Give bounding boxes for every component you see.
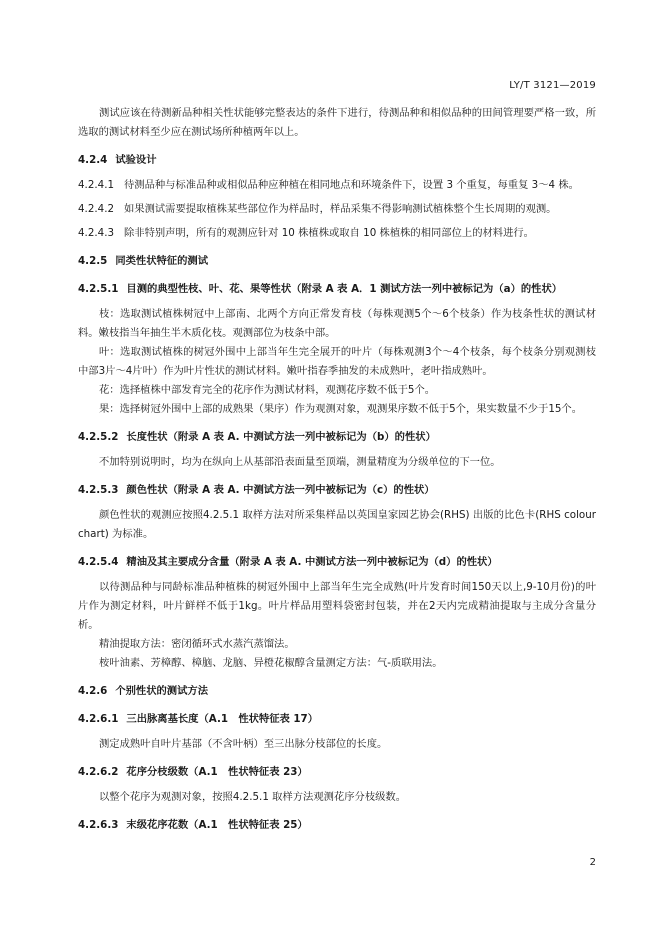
- section-number: 4.2.5.1: [78, 283, 119, 295]
- section-number: 4.2.6: [78, 685, 108, 697]
- leaf-paragraph: 叶：选取测试植株的树冠外围中上部当年生完全展开的叶片（每株观测3个～4个枝条，每个枝条分别观测枝中部3片～4片叶）作为叶片性状的测试材料。嫩叶指春季抽发的未成熟叶，老叶指成熟叶。: [78, 346, 596, 377]
- length-paragraph: 不加特别说明时，均为在纵向上从基部沿表面量至顶端，测量精度为分级单位的下一位。: [99, 456, 501, 468]
- section-number: 4.2.6.2: [78, 766, 119, 778]
- clause-number: 4.2.4.1: [78, 179, 115, 191]
- page-number: 2: [589, 857, 596, 868]
- clause-number: 4.2.4.2: [78, 203, 115, 215]
- section-title: 个别性状的测试方法: [115, 685, 208, 697]
- section-number: 4.2.5: [78, 255, 108, 267]
- section-number: 4.2.6.1: [78, 713, 119, 725]
- section-heading-4-2-4: [78, 151, 596, 170]
- section-title: 三出脉离基长度（A.1 性状特征表 17）: [126, 713, 319, 725]
- section-title: 试验设计: [115, 154, 157, 166]
- standard-code: LY/T 3121—2019: [509, 80, 596, 91]
- color-paragraph: 颜色性状的观测应按照4.2.5.1 取样方法对所采集样品以英国皇家园艺协会(RHS) 出版的比色卡(RHS colour chart) 为标准。: [78, 509, 596, 540]
- section-number: 4.2.5.2: [78, 431, 119, 443]
- clause-4-2-4-1: [78, 176, 596, 195]
- section-heading-4-2-6-3: [78, 816, 596, 835]
- intro-paragraph: 测试应该在待测新品种相关性状能够完整表达的条件下进行，待测品种和相似品种的田间管理要严格一致，所选取的测试材料至少应在测试场所种植两年以上。: [78, 107, 596, 138]
- section-heading-4-2-5-1: [78, 280, 596, 299]
- section-title: 花序分枝级数（A.1 性状特征表 23）: [126, 766, 308, 778]
- clause-4-2-4-2: [78, 200, 596, 219]
- section-heading-4-2-5: [78, 252, 596, 271]
- document-body: [78, 100, 596, 841]
- section-title: 同类性状特征的测试: [115, 255, 208, 267]
- section-title: 末级花序花数（A.1 性状特征表 25）: [126, 819, 308, 831]
- section-title: 精油及其主要成分含量（附录 A 表 A. 中测试方法一列中被标记为（d）的性状）: [126, 556, 498, 568]
- section-number: 4.2.5.4: [78, 556, 119, 568]
- section-heading-4-2-5-2: [78, 428, 596, 447]
- section-number: 4.2.6.3: [78, 819, 119, 831]
- oil-analysis-paragraph: 桉叶油素、芳樟醇、樟脑、龙脑、异橙花椒醇含量测定方法：气-质联用法。: [99, 657, 443, 669]
- oil-paragraph: 以待测品种与同龄标准品种植株的树冠外围中上部当年生完全成熟(叶片发育时间150天以上,9-10月份)的叶片作为测定材料，叶片鲜样不低于1kg。叶片样品用塑料袋密封包装，并在2天内完成精油提取与主成分含量分析。: [78, 581, 596, 631]
- section-number: 4.2.5.3: [78, 484, 119, 496]
- vein-length-paragraph: 测定成熟叶自叶片基部（不含叶柄）至三出脉分枝部位的长度。: [99, 738, 388, 750]
- clause-text: 除非特别声明，所有的观测应针对 10 株植株或取自 10 株植株的相同部位上的材料进行。: [124, 227, 534, 239]
- flower-paragraph: 花：选择植株中部发育完全的花序作为测试材料，观测花序数不低于5个。: [99, 384, 436, 396]
- section-number: 4.2.4: [78, 154, 108, 166]
- clause-number: 4.2.4.3: [78, 227, 115, 239]
- section-heading-4-2-6: [78, 682, 596, 701]
- oil-method-paragraph: 精油提取方法：密闭循环式水蒸汽蒸馏法。: [99, 638, 295, 650]
- branch-paragraph: 枝：选取测试植株树冠中上部南、北两个方向正常发育枝（每株观测5个～6个枝条）作为枝条性状的测试材料。嫩枝指当年抽生半木质化枝。观测部位为枝条中部。: [78, 308, 596, 339]
- section-heading-4-2-5-3: [78, 481, 596, 500]
- clause-text: 待测品种与标准品种或相似品种应种植在相同地点和环境条件下，设置 3 个重复，每重复 3～4 株。: [124, 179, 579, 191]
- inflorescence-branch-paragraph: 以整个花序为观测对象，按照4.2.5.1 取样方法观测花序分枝级数。: [99, 791, 407, 803]
- section-title: 目测的典型性枝、叶、花、果等性状（附录 A 表 A．1 测试方法一列中被标记为（a）的性状）: [126, 283, 563, 295]
- section-title: 长度性状（附录 A 表 A. 中测试方法一列中被标记为（b）的性状）: [126, 431, 436, 443]
- clause-text: 如果测试需要提取植株某些部位作为样品时，样品采集不得影响测试植株整个生长周期的观测。: [124, 203, 557, 215]
- section-heading-4-2-6-1: [78, 710, 596, 729]
- section-heading-4-2-5-4: [78, 553, 596, 572]
- clause-4-2-4-3: [78, 224, 596, 243]
- section-heading-4-2-6-2: [78, 763, 596, 782]
- fruit-paragraph: 果：选择树冠外围中上部的成熟果（果序）作为观测对象，观测果序数不低于5个，果实数量不少于15个。: [99, 403, 583, 415]
- section-title: 颜色性状（附录 A 表 A. 中测试方法一列中被标记为（c）的性状）: [126, 484, 435, 496]
